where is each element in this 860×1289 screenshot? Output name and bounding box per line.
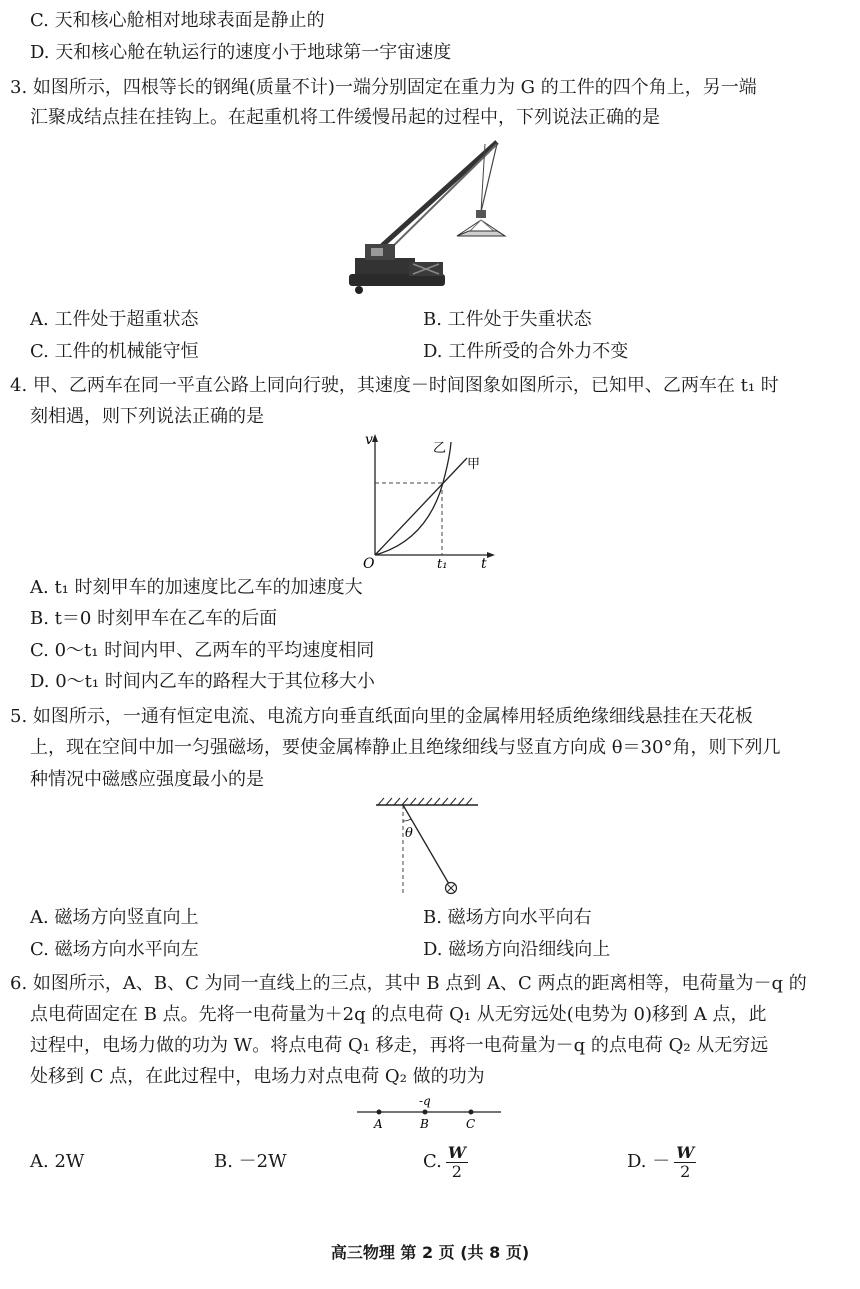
t1-label: t₁ (437, 557, 448, 570)
origin-label: O (363, 556, 375, 570)
jia-label: 甲 (467, 457, 481, 472)
q4-option-b: B. t＝0 时刻甲车在乙车的后面 (30, 608, 278, 629)
q3-option-d: D. 工件所受的合外力不变 (423, 341, 629, 362)
charge-label: -q (419, 1094, 431, 1108)
q5-option-b: B. 磁场方向水平向右 (423, 907, 592, 928)
q5-stem-line1: 5. 如图所示，一通有恒定电流、电流方向垂直纸面向里的金属棒用轻质绝缘细线悬挂在天花板 (10, 706, 753, 727)
q6-stem-line2: 点电荷固定在 B 点。先将一电荷量为＋2q 的点电荷 Q₁ 从无穷远处(电势为 0)移到 A 点，此 (30, 1004, 767, 1025)
vt-graph (355, 430, 505, 570)
q5-stem-line3: 种情况中磁感应强度最小的是 (30, 769, 264, 790)
q6-stem-line3: 过程中，电场力做的功为 W。将点电荷 Q₁ 移走，再将一电荷量为－q 的点电荷 Q₂ 从无穷远 (30, 1035, 769, 1056)
point-b-dot (423, 1110, 428, 1115)
q6-option-d-fraction (674, 1144, 696, 1181)
point-c-dot (469, 1110, 474, 1115)
q5-option-a: A. 磁场方向竖直向上 (30, 907, 199, 928)
q2-option-d: D. 天和核心舱在轨运行的速度小于地球第一宇宙速度 (30, 42, 452, 63)
point-a-dot (377, 1110, 382, 1115)
point-b-label: B (420, 1117, 429, 1131)
crane-figure (345, 140, 515, 300)
q6-option-c-numerator: W (447, 1142, 466, 1162)
jia-line (375, 458, 467, 555)
pendulum-figure (368, 795, 488, 900)
v-axis-label: v (365, 432, 373, 448)
q4-option-c: C. 0～t₁ 时间内甲、乙两车的平均速度相同 (30, 640, 375, 661)
q6-option-b: B. －2W (214, 1151, 287, 1172)
q3-stem-line2: 汇聚成结点挂在挂钩上。在起重机将工件缓慢吊起的过程中，下列说法正确的是 (30, 107, 660, 128)
charge-line-figure (355, 1093, 505, 1133)
q6-option-c-prefix: C. (423, 1151, 442, 1172)
q5-option-d: D. 磁场方向沿细线向上 (423, 939, 611, 960)
q6-option-c-fraction (446, 1144, 468, 1181)
q6-option-d (627, 1142, 696, 1182)
crane-lifting-workpiece-icon (345, 140, 515, 300)
point-a-label: A (374, 1117, 383, 1131)
q3-option-a: A. 工件处于超重状态 (30, 309, 199, 330)
q4-stem-line1: 4. 甲、乙两车在同一平直公路上同向行驶，其速度－时间图象如图所示，已知甲、乙两车在 t₁ 时 (10, 375, 779, 396)
q2-option-c: C. 天和核心舱相对地球表面是静止的 (30, 10, 325, 31)
q4-option-a: A. t₁ 时刻甲车的加速度比乙车的加速度大 (30, 577, 363, 598)
yi-label: 乙 (433, 441, 447, 456)
page-footer: 高三物理 第 2 页 (共 8 页) (330, 1243, 530, 1262)
q4-stem-line2: 刻相遇，则下列说法正确的是 (30, 406, 264, 427)
q3-option-b: B. 工件处于失重状态 (423, 309, 592, 330)
q5-stem-line2: 上，现在空间中加一匀强磁场，要使金属棒静止且绝缘细线与竖直方向成 θ＝30°角，则下列几 (30, 737, 781, 758)
q6-option-c-denominator: 2 (451, 1161, 462, 1181)
q6-option-a: A. 2W (30, 1151, 85, 1172)
q6-option-c (423, 1142, 468, 1182)
q3-stem-line1: 3. 如图所示，四根等长的钢绳(质量不计)一端分别固定在重力为 G 的工件的四个角上，另一端 (10, 77, 757, 98)
q6-option-d-prefix: D. － (627, 1151, 671, 1172)
q6-option-d-numerator: W (676, 1142, 695, 1162)
q4-option-d: D. 0～t₁ 时间内乙车的路程大于其位移大小 (30, 671, 375, 692)
q6-stem-line1: 6. 如图所示，A、B、C 为同一直线上的三点，其中 B 点到 A、C 两点的距离相等，电荷量为－q 的 (10, 973, 807, 994)
t-axis-label: t (481, 556, 487, 570)
q5-option-c: C. 磁场方向水平向左 (30, 939, 199, 960)
yi-curve (375, 442, 451, 555)
q3-option-c: C. 工件的机械能守恒 (30, 341, 199, 362)
point-c-label: C (466, 1117, 476, 1131)
theta-label: θ (405, 826, 413, 841)
q6-stem-line4: 处移到 C 点，在此过程中，电场力对点电荷 Q₂ 做的功为 (30, 1066, 485, 1087)
q6-option-d-denominator: 2 (680, 1161, 691, 1181)
